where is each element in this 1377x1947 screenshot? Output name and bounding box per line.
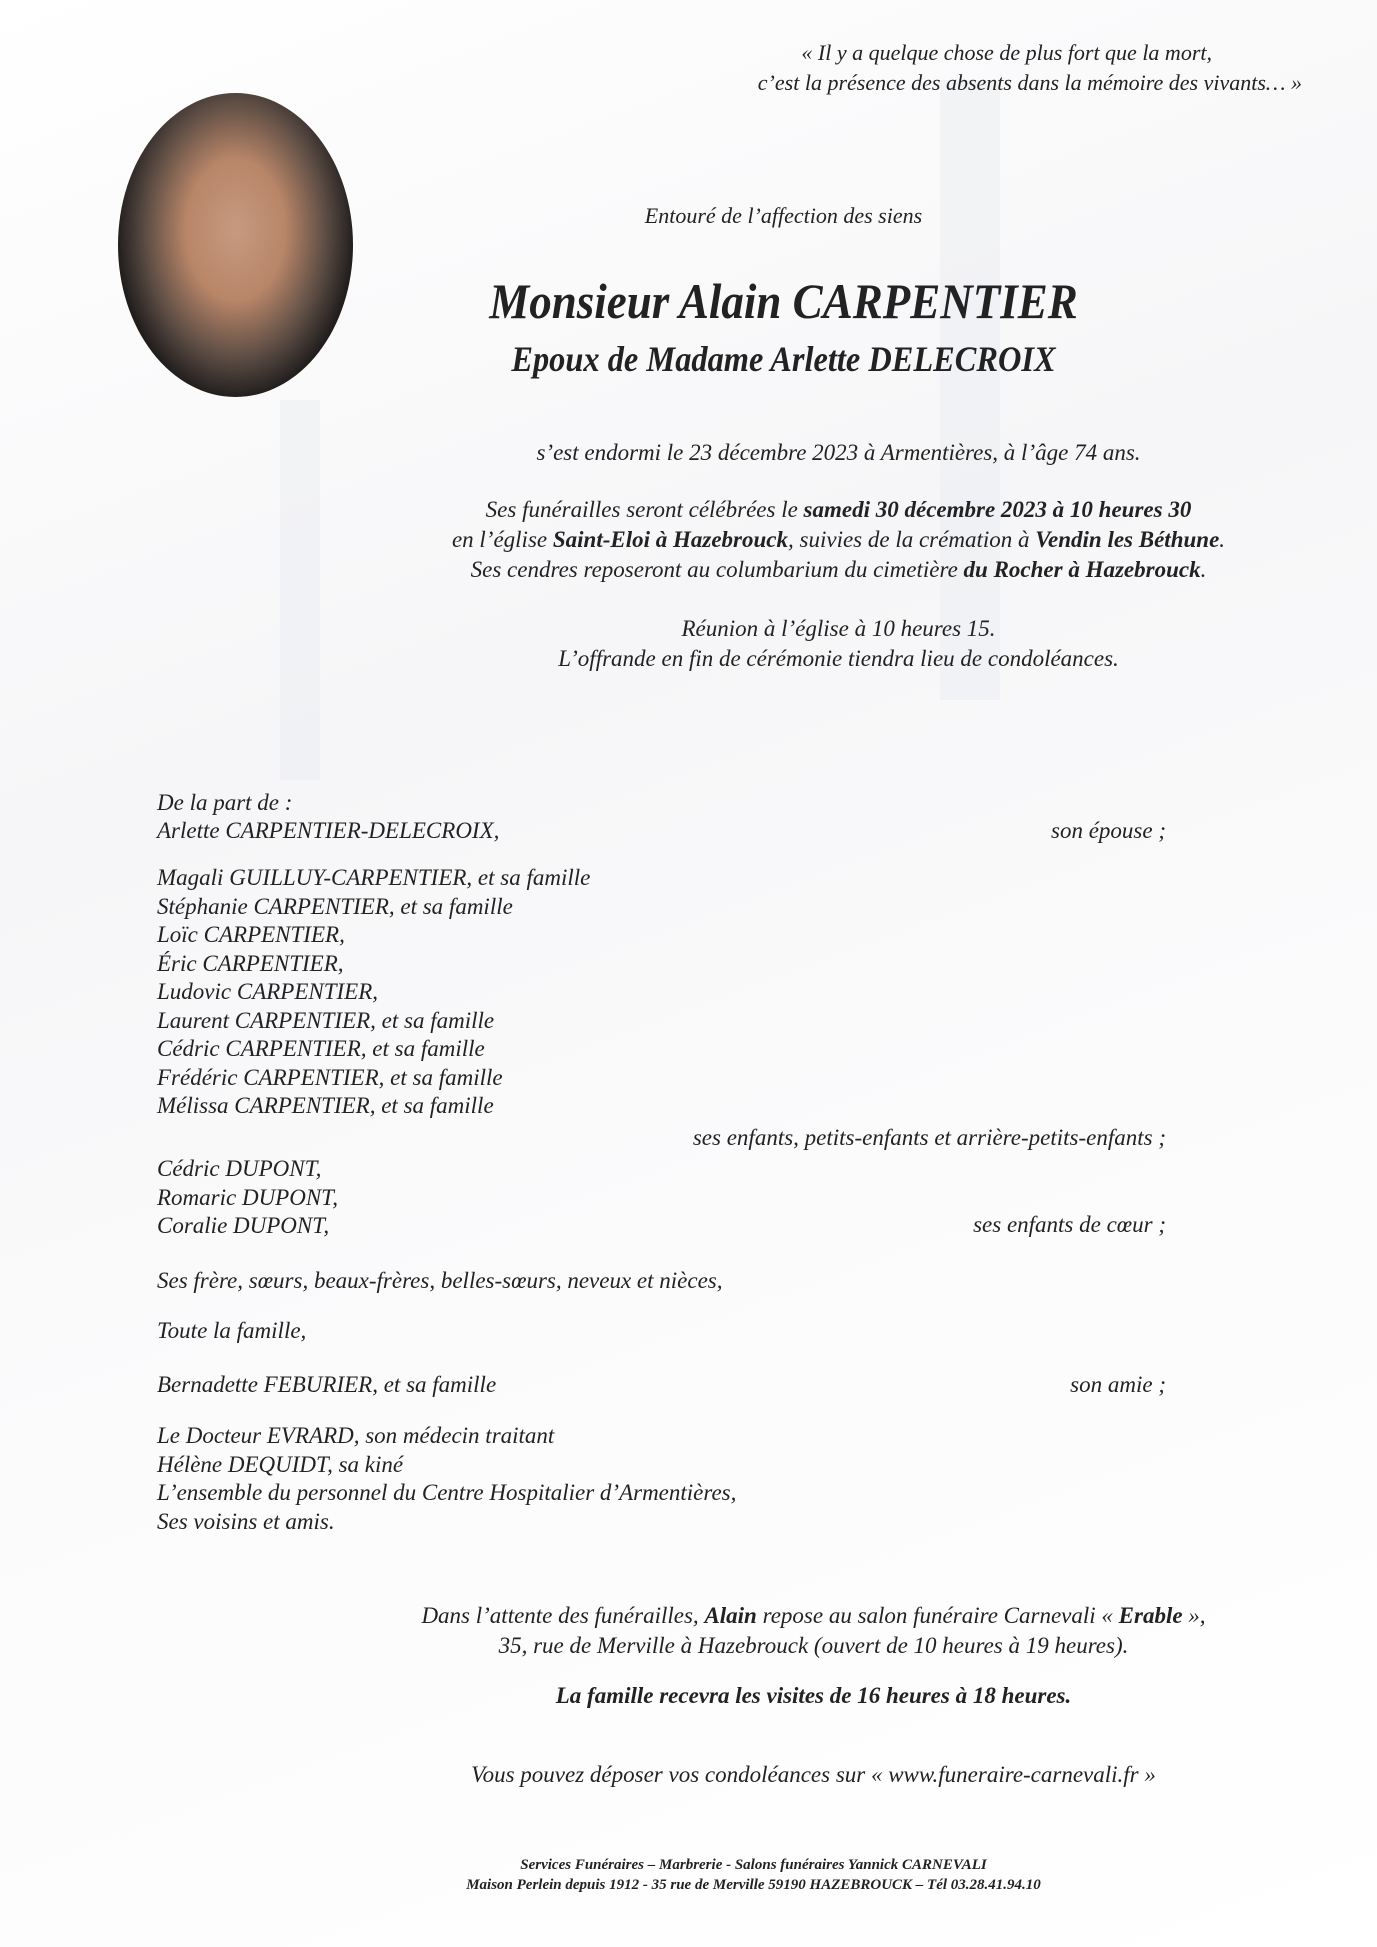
child: Éric CARPENTIER, [157, 950, 344, 976]
other: L’ensemble du personnel du Centre Hospitalier d’Armentières, [157, 1480, 737, 1505]
others-list [157, 1422, 736, 1536]
child: Cédric CARPENTIER, et sa famille [157, 1036, 485, 1061]
child: Frédéric CARPENTIER, et sa famille [157, 1064, 503, 1090]
salon-line-2: 35, rue de Merville à Hazebrouck (ouvert de 10 heures à 19 heures). [498, 1633, 1129, 1658]
heart-role: ses enfants de cœur ; [973, 1212, 1166, 1237]
children-role: ses enfants, petits-enfants et arrière-petits-enfants ; [692, 1125, 1166, 1150]
from-label: De la part de : [157, 790, 293, 815]
child: Loïc CARPENTIER, [157, 922, 345, 947]
child: Stéphanie CARPENTIER, et sa famille [157, 893, 513, 919]
footer-line-2: Maison Perlein depuis 1912 - 35 rue de Merville 59190 HAZEBROUCK – Tél 03.28.41.94.10 [466, 1877, 1041, 1893]
other: Ses voisins et amis. [157, 1508, 335, 1534]
other: Hélène DEQUIDT, sa kiné [157, 1451, 404, 1477]
heart-child: Coralie DUPONT, [157, 1213, 330, 1238]
meeting-line: Réunion à l’église à 10 heures 15. [681, 616, 996, 641]
funeral-line-2: en l’église Saint-Eloi à Hazebrouck, suivies de la crémation à Vendin les Béthune. [451, 527, 1226, 552]
footer-line-1: Services Funéraires – Marbrerie - Salons funéraires Yannick CARNEVALI [520, 1857, 987, 1873]
funeral-line-1: Ses funérailles seront célébrées le samedi 30 décembre 2023 à 10 heures 30 [485, 497, 1192, 522]
deceased-name: Monsieur Alain CARPENTIER [489, 273, 1078, 329]
death-line: s’est endormi le 23 décembre 2023 à Armentières, à l’âge 74 ans. [536, 440, 1141, 465]
quote-line-2: c’est la présence des absents dans la mémoire des vivants… » [757, 70, 1302, 95]
offering-line: L’offrande en fin de cérémonie tiendra lieu de condoléances. [558, 646, 1119, 671]
heart-children-list [157, 1155, 338, 1241]
other: Le Docteur EVRARD, son médecin traitant [157, 1423, 555, 1448]
intro: Entouré de l’affection des siens [644, 203, 923, 228]
child: Laurent CARPENTIER, et sa famille [157, 1007, 495, 1033]
child: Ludovic CARPENTIER, [157, 979, 379, 1004]
whole-family: Toute la famille, [157, 1318, 307, 1343]
spouse-line: Epoux de Madame Arlette DELECROIX [511, 339, 1056, 379]
siblings: Ses frère, sœurs, beaux-frères, belles-sœurs, neveux et nièces, [157, 1268, 723, 1293]
visits-line: La famille recevra les visites de 16 heures à 18 heures. [555, 1683, 1072, 1708]
children-list [157, 864, 590, 1121]
background-tree [940, 80, 1000, 700]
wife-role: son épouse ; [1051, 818, 1166, 843]
friend-name: Bernadette FEBURIER, et sa famille [157, 1372, 497, 1397]
condolences-website: Vous pouvez déposer vos condoléances sur « www.funeraire-carnevali.fr » [471, 1762, 1156, 1787]
heart-child: Cédric DUPONT, [157, 1156, 322, 1181]
child: Mélissa CARPENTIER, et sa famille [157, 1093, 494, 1118]
friend-role: son amie ; [1070, 1372, 1166, 1397]
wife-name: Arlette CARPENTIER-DELECROIX, [157, 818, 500, 843]
heart-child: Romaric DUPONT, [157, 1184, 339, 1210]
child: Magali GUILLUY-CARPENTIER, et sa famille [157, 865, 591, 890]
funeral-line-3: Ses cendres reposeront au columbarium du cimetière du Rocher à Hazebrouck. [470, 557, 1207, 582]
salon-line-1: Dans l’attente des funérailles, Alain repose au salon funéraire Carnevali « Erable », [421, 1603, 1206, 1628]
quote-line-1: « Il y a quelque chose de plus fort que la mort, [801, 40, 1212, 65]
